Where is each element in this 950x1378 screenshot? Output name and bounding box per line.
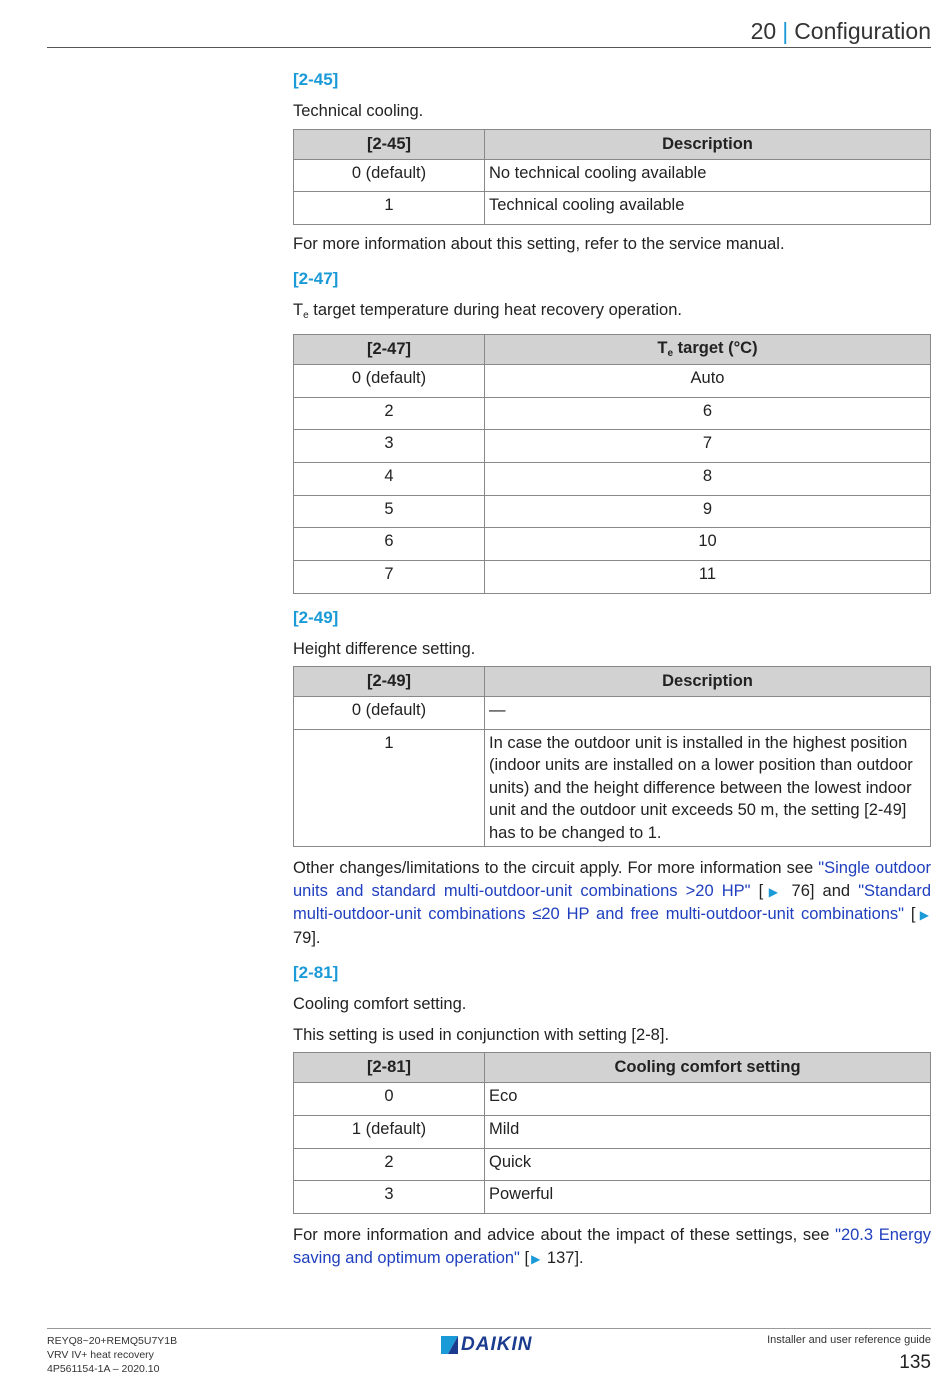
table-cell: 0 (default) (294, 159, 485, 192)
table-cell: Auto (485, 364, 931, 397)
section-intro: Technical cooling. (293, 102, 424, 120)
table-header-row (294, 667, 931, 697)
column-header: Description (485, 667, 931, 697)
page-ref: 137]. (542, 1248, 584, 1267)
table-cell: — (485, 697, 931, 730)
table-cell: 6 (485, 397, 931, 430)
section-id-2-45: [2-45] (293, 70, 339, 89)
page-ref: 76] (783, 881, 815, 900)
table-cell: 0 (default) (294, 364, 485, 397)
section-intro (293, 299, 931, 328)
footer-guide-info (767, 1334, 931, 1374)
ref-bracket: [ (904, 905, 916, 924)
table-cell: 2 (294, 1148, 485, 1181)
section-intro: Cooling comfort setting. (293, 995, 467, 1014)
cross-ref-link[interactable]: "20.3 Energy saving and optimum operation" (293, 1226, 932, 1267)
section-note (293, 857, 931, 949)
settings-table-2-45 (293, 129, 931, 225)
section-note: For more information about this setting, refer to the service manual. (293, 234, 785, 253)
table-header-row (294, 129, 931, 159)
settings-table-2-47 (293, 334, 931, 594)
table-row (294, 192, 931, 225)
table-row (294, 159, 931, 192)
table-row (294, 1148, 931, 1181)
table-cell: 4 (294, 462, 485, 495)
main-content (293, 62, 931, 1270)
table-row (294, 462, 931, 495)
daikin-logo-mark-icon (439, 1335, 459, 1355)
footer-guide-title: Installer and user reference guide (767, 1334, 931, 1346)
column-header: [2-49] (294, 667, 485, 697)
footer-doc-info (47, 1334, 177, 1376)
table-header-row (294, 334, 931, 364)
table-row (294, 1181, 931, 1214)
table-cell: No technical cooling available (485, 159, 931, 192)
table-cell: Eco (485, 1083, 931, 1116)
table-cell: 0 (294, 1083, 485, 1116)
settings-table-2-81 (293, 1052, 931, 1214)
page-footer (47, 1328, 931, 1376)
table-cell: Quick (485, 1148, 931, 1181)
table-cell: 1 (294, 192, 485, 225)
ref-bracket: [ (750, 881, 764, 900)
page-header (47, 14, 931, 48)
table-cell: 7 (294, 561, 485, 594)
table-cell: 1 (294, 729, 485, 847)
table-row (294, 697, 931, 730)
table-cell: 0 (default) (294, 697, 485, 730)
chapter-title: Configuration (794, 18, 931, 44)
logo-text: DAIKIN (461, 1334, 533, 1355)
table-cell: 7 (485, 430, 931, 463)
table-cell: 5 (294, 495, 485, 528)
section-id-2-49: [2-49] (293, 607, 339, 627)
table-row (294, 729, 931, 847)
right-triangle-icon: ▶ (917, 908, 929, 923)
table-header-row (294, 1053, 931, 1083)
column-header: [2-47] (294, 334, 485, 364)
header-separator: | (782, 18, 789, 44)
note-text: and (814, 881, 859, 900)
settings-table-2-49 (293, 666, 931, 847)
cross-ref-link[interactable]: "Standard multi-outdoor-unit combinations ≤20 HP and free multi-outdoor-unit combinations" (293, 881, 932, 924)
table-row (294, 364, 931, 397)
table-row (294, 495, 931, 528)
table-row (294, 1083, 931, 1116)
daikin-logo (439, 1334, 532, 1356)
table-cell: 10 (485, 528, 931, 561)
column-header: Cooling comfort setting (485, 1053, 931, 1083)
table-cell: 11 (485, 561, 931, 594)
intro-text: T (293, 301, 304, 320)
table-cell: Powerful (485, 1181, 931, 1214)
header-text: T (657, 339, 668, 358)
table-cell: In case the outdoor unit is installed in the highest position (indoor units are installed on a lower position than outdoor units) and the height difference between the lowest indoor unit and the outdoor unit exceeds 50 m, the setting [2-49] has to be changed to 1. (485, 729, 931, 847)
right-triangle-icon: ▶ (531, 1251, 541, 1266)
table-row (294, 430, 931, 463)
header-subscript: e (667, 348, 674, 360)
column-header: Description (485, 129, 931, 159)
intro-subscript: e (303, 310, 309, 322)
table-cell: 3 (294, 430, 485, 463)
note-text: Other changes/limitations to the circuit apply. For more information see (293, 859, 819, 878)
header-text: target (°C) (673, 339, 758, 358)
column-header (485, 334, 931, 364)
intro-text: target temperature during heat recovery operation. (308, 301, 682, 320)
ref-bracket: [ (519, 1248, 530, 1267)
table-row (294, 397, 931, 430)
table-cell: 1 (default) (294, 1116, 485, 1149)
footer-product: VRV IV+ heat recovery (47, 1349, 154, 1361)
section-intro: Height difference setting. (293, 639, 476, 658)
cross-ref-link[interactable]: "Single outdoor units and standard multi-outdoor-unit combinations >20 HP" (293, 859, 931, 900)
table-cell: 8 (485, 462, 931, 495)
header-title (751, 18, 931, 45)
page-ref: 79]. (293, 928, 321, 947)
note-text: For more information and advice about the impact of these settings, see (293, 1226, 836, 1245)
table-cell: 9 (485, 495, 931, 528)
right-triangle-icon: ▶ (765, 884, 782, 899)
table-cell: Mild (485, 1116, 931, 1149)
section-intro: This setting is used in conjunction with setting [2-8]. (293, 1025, 670, 1044)
table-row (294, 1116, 931, 1149)
footer-model: REYQ8~20+REMQ5U7Y1B (47, 1335, 178, 1347)
table-row (294, 561, 931, 594)
footer-doc-number: 4P561154-1A – 2020.10 (47, 1363, 160, 1375)
table-cell: 3 (294, 1181, 485, 1214)
column-header: [2-81] (294, 1053, 485, 1083)
table-cell: Technical cooling available (485, 192, 931, 225)
chapter-number: 20 (750, 18, 777, 44)
section-id-2-47: [2-47] (293, 269, 339, 289)
column-header: [2-45] (294, 129, 485, 159)
section-id-2-81: [2-81] (293, 963, 339, 983)
section-note (293, 1224, 931, 1270)
table-row (294, 528, 931, 561)
table-cell: 6 (294, 528, 485, 561)
page-number: 135 (899, 1352, 931, 1373)
table-cell: 2 (294, 397, 485, 430)
